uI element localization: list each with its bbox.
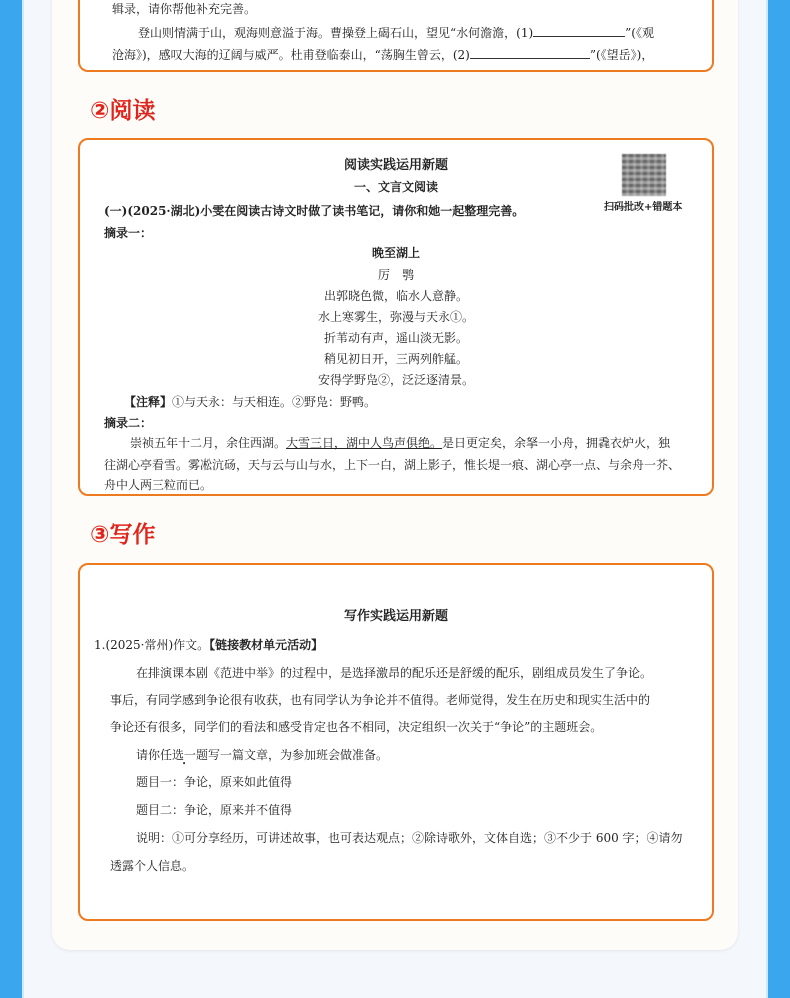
topic-1: 题目一：争论，原来如此值得	[136, 775, 293, 789]
prompt-para-line-3: 争论还有很多，同学们的看法和感受肯定也各不相同，决定组织一次关于“争论”的主题班会。	[110, 720, 603, 734]
underlined-sentence: 大雪三日，湖中人鸟声俱绝。	[286, 436, 443, 450]
reading-box	[78, 138, 714, 496]
reading-intro: (一)(2025·湖北)小雯在阅读古诗文时做了读书笔记，请你和她一起整理完善。	[104, 204, 525, 218]
left-blue-border	[0, 0, 22, 998]
excerpt-1-label: 摘录一：	[104, 226, 153, 240]
top-exercise-box	[78, 0, 714, 72]
topic-2: 题目二：争论，原来并不值得	[136, 803, 293, 817]
prompt-instruction: 请你任选一题写一篇文章，为参加班会做准备。	[136, 748, 389, 762]
excerpt-2-line-3: 舟中人两三粒而已。	[104, 478, 213, 492]
section-heading-reading: ②阅读	[90, 98, 156, 124]
excerpt-2-line-1: 崇祯五年十二月，余住西湖。大雪三日，湖中人鸟声俱绝。是日更定矣，余拏一小舟，拥毳衣炉火，独	[130, 436, 671, 450]
writing-box	[78, 563, 714, 921]
qr-code-image[interactable]	[622, 154, 666, 196]
poem-line: 稍见初日开，三两列舴艋。	[323, 352, 468, 366]
writing-title: 写作实践运用新题	[343, 609, 448, 624]
content-card	[52, 0, 738, 950]
reading-title: 阅读实践运用新题	[343, 158, 448, 173]
question-1-header: 1.(2025·常州)作文。【链接教材单元活动】	[94, 638, 324, 652]
poem-line: 水上寒雾生，弥漫与天永①。	[317, 310, 474, 324]
top-line-3: 沧海》)，感叹大海的辽阔与威严。杜甫登临泰山，“荡胸生曾云，(2) ”(《望岳》)，	[112, 48, 654, 62]
answer-blank-2[interactable]	[470, 46, 590, 59]
qr-caption: 扫码批改+错题本	[604, 202, 683, 213]
poem-title: 晚至湖上	[371, 246, 420, 260]
instructions-line-2: 透露个人信息。	[110, 859, 195, 873]
answer-blank-1[interactable]	[533, 24, 625, 37]
top-line-2: 登山则情满于山，观海则意溢于海。曹操登上碣石山，望见“水何澹澹，(1) ”(《观	[138, 26, 654, 40]
poem-line: 出郭晓色微，临水人意静。	[323, 289, 468, 303]
excerpt-2-line-2: 往湖心亭看雪。雾凇沆砀，天与云与山与水，上下一白，湖上影子，惟长堤一痕、湖心亭一点、与余舟一芥、	[104, 458, 681, 472]
poem-line: 安得学野凫②，泛泛逐清景。	[317, 373, 474, 387]
prompt-para-line-1: 在排演课本剧《范进中举》的过程中，是选择激昂的配乐还是舒缓的配乐，剧组成员发生了争论。	[136, 666, 653, 680]
poem-line: 折苇动有声，遥山淡无影。	[323, 331, 468, 345]
reading-subtitle: 一、文言文阅读	[353, 180, 438, 194]
instructions-line-1: 说明：①可分享经历，可讲述故事，也可表达观点；②除诗歌外，文体自选；③不少于 600 字；④请勿	[136, 831, 683, 845]
poem-author: 厉 鹗	[377, 268, 414, 282]
top-line-1: 辑录，请你帮他补充完善。	[112, 2, 257, 16]
right-blue-border	[768, 0, 790, 998]
emphasized-text: 任选一题	[160, 748, 209, 762]
annotation: 【注释】①与天永：与天相连。②野凫：野鸭。	[124, 395, 377, 409]
section-heading-writing: ③写作	[90, 522, 156, 548]
prompt-para-line-2: 事后，有同学感到争论很有收获，也有同学认为争论并不值得。老师觉得，发生在历史和现实生活中的	[110, 693, 651, 707]
excerpt-2-label: 摘录二：	[104, 416, 153, 430]
